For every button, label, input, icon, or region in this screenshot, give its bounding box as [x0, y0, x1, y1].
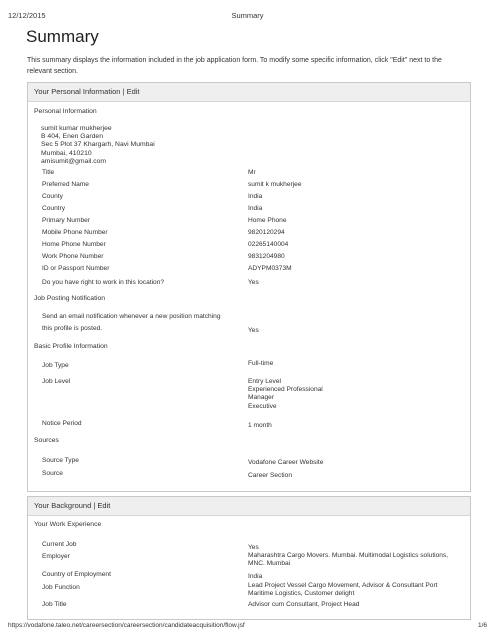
basic-profile-subheading: Basic Profile Information	[34, 343, 108, 350]
section-header	[28, 83, 470, 102]
employer-value	[248, 552, 448, 568]
field-label: Home Phone Number	[42, 241, 106, 248]
background-section	[27, 496, 471, 620]
employer-label: Employer	[42, 553, 70, 560]
print-footer-page-number: 1/6	[477, 622, 487, 629]
address-line: B 404, Enen Garden	[41, 133, 103, 141]
field-row-preferred-name	[42, 179, 462, 191]
country-employment-label: Country of Employment	[42, 571, 111, 578]
job-posting-subheading: Job Posting Notification	[34, 295, 106, 302]
source-type-value: Vodafone Career Website	[248, 459, 324, 466]
field-label: County	[42, 193, 63, 200]
source-value: Career Section	[248, 472, 292, 479]
job-function-line: Lead Project Vessel Cargo Movement, Advisor & Consultant Port	[248, 582, 438, 589]
field-value: 9831204980	[248, 253, 285, 260]
field-row-country	[42, 203, 462, 215]
field-label: Work Phone Number	[42, 253, 104, 260]
field-label: ID or Passport Number	[42, 265, 110, 272]
edit-background-link[interactable]: Edit	[97, 501, 111, 510]
field-label: Country	[42, 205, 66, 212]
job-level-value: Experienced Professional	[248, 386, 323, 394]
address-line: Sec 5 Plot 37 Khargarh, Navi Mumbai	[41, 141, 155, 149]
job-function-value	[248, 582, 437, 598]
section-heading: Your Background	[34, 501, 92, 510]
job-title-value: Advisor cum Consultant, Project Head	[248, 601, 360, 608]
job-title-label: Job Title	[42, 601, 67, 608]
field-label: Primary Number	[42, 217, 90, 224]
current-job-value: Yes	[248, 544, 259, 551]
sources-subheading: Sources	[34, 437, 59, 444]
field-row-title	[42, 167, 462, 179]
section-header	[28, 497, 470, 516]
job-function-label: Job Function	[42, 584, 80, 591]
notice-period-label: Notice Period	[42, 420, 82, 427]
job-function-line: Maritime Logistics, Customer delight	[248, 590, 355, 598]
intro-text: This summary displays the information included in the job application form. To modify some specific information, click "Edit" next to the relevant section.	[27, 57, 442, 75]
field-value: sumit k mukherjee	[248, 181, 302, 188]
job-level-value: Manager	[248, 394, 275, 402]
field-value: Yes	[248, 279, 259, 286]
job-level-label: Job Level	[42, 378, 71, 385]
current-job-label: Current Job	[42, 541, 77, 548]
field-row-primary-number	[42, 215, 462, 227]
field-row-work-phone	[42, 251, 462, 263]
employer-line: MNC. Mumbai	[248, 560, 291, 568]
field-row-mobile	[42, 227, 462, 239]
separator: |	[122, 87, 125, 96]
notification-value: Yes	[248, 327, 259, 334]
personal-info-subheading: Personal Information	[34, 108, 97, 115]
field-label: Do you have right to work in this location?	[42, 279, 165, 286]
page-title: Summary	[26, 27, 99, 46]
job-type-value: Full-time	[248, 360, 274, 367]
address-line: sumit kumar mukherjee	[41, 125, 112, 132]
address-line: amisumit@gmail.com	[41, 157, 107, 165]
field-value: 9820120294	[248, 229, 285, 236]
field-value: Mr	[248, 169, 256, 176]
field-label: Preferred Name	[42, 181, 89, 188]
field-row-county	[42, 191, 462, 203]
print-header-title: Summary	[231, 11, 264, 20]
notification-text-line2: this profile is posted.	[42, 325, 103, 332]
field-row-home-phone	[42, 239, 462, 251]
field-value: India	[248, 205, 263, 212]
work-experience-subheading: Your Work Experience	[34, 521, 102, 528]
personal-information-section	[27, 82, 471, 492]
notification-text-line1: Send an email notification whenever a new position matching	[42, 313, 221, 320]
job-type-label: Job Type	[42, 362, 69, 369]
field-label: Title	[42, 169, 55, 176]
field-label: Mobile Phone Number	[42, 229, 108, 236]
employer-line: Maharashtra Cargo Movers. Mumbai. Multimodal Logistics solutions,	[248, 552, 449, 559]
section-heading: Your Personal Information	[34, 87, 121, 96]
job-level-values	[248, 378, 323, 411]
print-footer-url: https://vodafone.taleo.net/careersection/careersection/candidateacquisition/flow.jsf	[8, 622, 245, 629]
field-value: Home Phone	[248, 217, 287, 224]
print-header-date: 12/12/2015	[8, 11, 46, 20]
field-value: ADYPM0373M	[248, 265, 292, 272]
source-type-label: Source Type	[42, 457, 79, 464]
country-employment-value: India	[248, 573, 263, 580]
job-level-value: Entry Level	[248, 378, 281, 385]
field-value: 02265140004	[248, 241, 289, 248]
edit-personal-link[interactable]: Edit	[126, 87, 140, 96]
separator: |	[93, 501, 96, 510]
field-value: India	[248, 193, 263, 200]
source-label: Source	[42, 470, 63, 477]
address-block	[41, 125, 155, 166]
field-row-passport	[42, 263, 462, 275]
job-level-value: Executive	[248, 402, 277, 410]
address-line: Mumbai, 410210	[41, 149, 92, 157]
notice-period-value: 1 month	[248, 422, 272, 429]
field-row-right-to-work	[42, 277, 462, 289]
